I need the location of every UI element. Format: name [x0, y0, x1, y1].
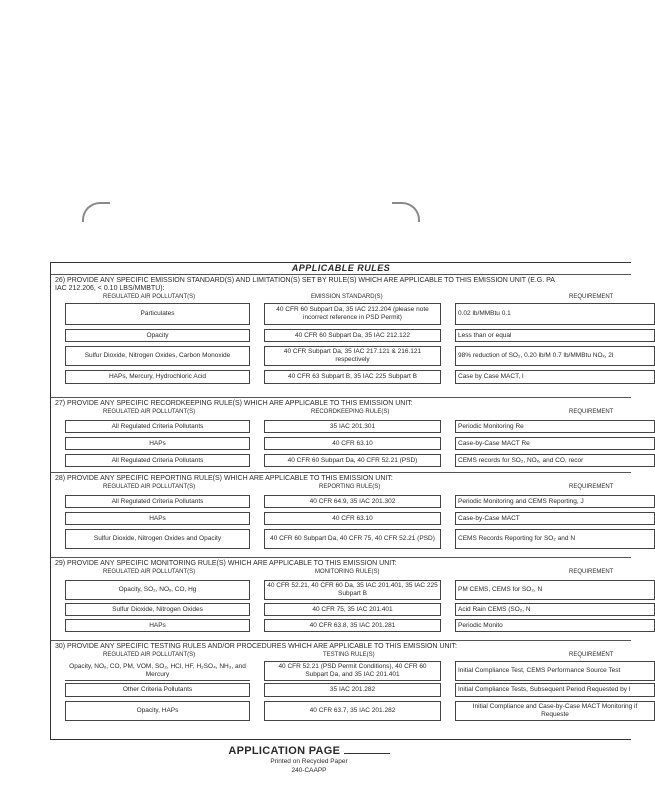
- pollutant-cell: Sulfur Dioxide, Nitrogen Oxides, Carbon Monoxide: [65, 346, 250, 366]
- header-rule: TESTING RULE(S): [323, 652, 375, 658]
- requirement-cell: CEMS Records Reporting for SO₂ and N: [455, 529, 655, 549]
- pollutant-cell: Sulfur Dioxide, Nitrogen Oxides and Opacity: [65, 529, 250, 549]
- table-row: [51, 454, 631, 467]
- header-requirement: REQUIREMENT: [569, 484, 614, 490]
- pollutant-cell: All Regulated Criteria Pollutants: [65, 420, 250, 433]
- table-row: [51, 495, 631, 508]
- pollutant-cell: HAPs, Mercury, Hydrochloric Acid: [65, 370, 250, 384]
- section-recordkeeping: [51, 398, 631, 473]
- column-headers: [51, 408, 631, 416]
- rule-cell: 40 CFR 60 Subpart Da, 40 CFR 52.21 (PSD): [264, 454, 441, 467]
- requirement-cell: Case by Case MACT, I: [455, 370, 655, 384]
- pollutant-cell: All Regulated Criteria Pollutants: [65, 495, 250, 508]
- rule-cell: 40 CFR 63.8, 35 IAC 201.281: [264, 619, 441, 632]
- header-pollutant: REGULATED AIR POLLUTANT(S): [103, 294, 196, 300]
- table-row: [51, 437, 631, 450]
- rule-cell: 40 CFR 60 Subpart Da, 35 IAC 212.122: [264, 329, 441, 342]
- requirement-cell: Case-by-Case MACT: [455, 512, 655, 525]
- requirement-cell: Periodic Monitoring Re: [455, 420, 655, 433]
- table-row: [51, 370, 631, 384]
- table-row: [51, 512, 631, 525]
- section-question: 27) PROVIDE ANY SPECIFIC RECORDKEEPING RULE(S) WHICH ARE APPLICABLE TO THIS EMISSION UNIT:: [55, 400, 413, 407]
- pollutant-cell: Opacity, NOₓ, CO, PM, VOM, SO₂, HCl, HF, H₂SO₄, NH₃, and Mercury: [65, 661, 250, 681]
- requirement-cell: Periodic Monito: [455, 619, 655, 632]
- header-requirement: REQUIREMENT: [569, 652, 614, 658]
- section-question-cont: IAC 212.206, < 0.10 LBS/MMBTU):: [55, 285, 165, 292]
- table-row: [51, 580, 631, 600]
- pollutant-cell: HAPs: [65, 437, 250, 450]
- rule-cell: 40 CFR 52.21, 40 CFR 60 Da, 35 IAC 201.401, 35 IAC 225 Subpart B: [264, 580, 441, 600]
- table-row: [51, 683, 631, 697]
- punch-hole-mark-right: [392, 202, 420, 222]
- rule-cell: 40 CFR Subpart Da, 35 IAC 217.121 & 216.121 respectively: [264, 346, 441, 366]
- punch-hole-mark-left: [82, 202, 110, 222]
- rule-cell: 35 IAC 201.301: [264, 420, 441, 433]
- header-rule: RECORDKEEPING RULE(S): [311, 409, 390, 415]
- requirement-cell: Acid Rain CEMS (SO₂, N: [455, 603, 655, 616]
- header-pollutant: REGULATED AIR POLLUTANT(S): [103, 569, 196, 575]
- application-page-footer: [0, 744, 618, 757]
- section-testing: [51, 641, 638, 741]
- table-row: [51, 329, 631, 342]
- section-question: 28) PROVIDE ANY SPECIFIC REPORTING RULE(S) WHICH ARE APPLICABLE TO THIS EMISSION UNIT:: [55, 475, 393, 482]
- form-title: APPLICABLE RULES: [51, 263, 631, 275]
- table-row: [51, 303, 631, 325]
- requirement-cell: Initial Compliance and Case-by-Case MACT Monitoring if Requeste: [455, 701, 655, 721]
- rule-cell: 40 CFR 52.21 (PSD Permit Conditions), 40 CFR 60 Subpart Da, and 35 IAC 201.401: [264, 661, 441, 681]
- rule-cell: 40 CFR 75, 35 IAC 201.401: [264, 603, 441, 616]
- header-requirement: REQUIREMENT: [569, 569, 614, 575]
- requirement-cell: Less than or equal: [455, 329, 655, 342]
- requirement-cell: Periodic Monitoring and CEMS Reporting, J: [455, 495, 655, 508]
- applicable-rules-form: [50, 262, 638, 740]
- pollutant-cell: Opacity, HAPs: [65, 701, 250, 721]
- header-pollutant: REGULATED AIR POLLUTANT(S): [103, 652, 196, 658]
- header-requirement: REQUIREMENT: [569, 294, 614, 300]
- requirement-cell: PM CEMS, CEMS for SO₂, N: [455, 580, 655, 600]
- application-page-label: APPLICATION PAGE: [228, 745, 341, 757]
- section-emission-standards: [51, 275, 631, 398]
- header-rule: MONITORING RULE(S): [315, 569, 380, 575]
- rule-cell: 35 IAC 201.282: [264, 683, 441, 697]
- requirement-cell: 98% reduction of SO₂, 0.20 lb/M 0.7 lb/MMBtu NOₓ, 2l: [455, 346, 655, 366]
- table-row: [51, 529, 631, 549]
- form-number: 240-CAAPP: [291, 767, 327, 774]
- section-monitoring: [51, 558, 631, 641]
- pollutant-cell: HAPs: [65, 512, 250, 525]
- pollutant-cell: All Regulated Criteria Pollutants: [65, 454, 250, 467]
- rule-cell: 40 CFR 63 Subpart B, 35 IAC 225 Subpart B: [264, 370, 441, 384]
- header-pollutant: REGULATED AIR POLLUTANT(S): [103, 484, 196, 490]
- requirement-cell: Initial Compliance Tests, Subsequent Period Requested by I: [455, 683, 655, 697]
- section-question: 30) PROVIDE ANY SPECIFIC TESTING RULES AND/OR PROCEDURES WHICH ARE APPLICABLE TO THIS EMISSION UNIT:: [55, 643, 457, 650]
- header-requirement: REQUIREMENT: [569, 409, 614, 415]
- section-question: 26) PROVIDE ANY SPECIFIC EMISSION STANDARD(S) AND LIMITATION(S) SET BY RULE(S) WHICH ARE APPLICABLE TO THIS EMISSION UNIT (E.G. PA: [55, 277, 555, 284]
- header-rule: EMISSION STANDARD(S): [311, 294, 383, 300]
- rule-cell: 40 CFR 60 Subpart Da, 40 CFR 75, 40 CFR 52.21 (PSD): [264, 529, 441, 549]
- column-headers: [51, 651, 631, 659]
- column-headers: [51, 483, 631, 491]
- table-row: [51, 603, 631, 616]
- requirement-cell: CEMS records for SO₂, NOₓ, and CO, recor: [455, 454, 655, 467]
- rule-cell: 40 CFR 64.9, 35 IAC 201.302: [264, 495, 441, 508]
- pollutant-cell: Particulates: [65, 303, 250, 325]
- table-row: [51, 619, 631, 632]
- rule-cell: 40 CFR 63.10: [264, 437, 441, 450]
- pollutant-cell: Sulfur Dioxide, Nitrogen Oxides: [65, 603, 250, 616]
- pollutant-cell: Opacity, SO₂, NOₓ, CO, Hg: [65, 580, 250, 600]
- section-reporting: [51, 473, 631, 558]
- rule-cell: 40 CFR 60 Subpart Da, 35 IAC 212.204 (please note incorrect reference in PSD Permit): [264, 303, 441, 325]
- pollutant-cell: HAPs: [65, 619, 250, 632]
- table-row: [51, 701, 638, 721]
- table-row: [51, 346, 631, 366]
- requirement-cell: Case-by-Case MACT Re: [455, 437, 655, 450]
- rule-cell: 40 CFR 63.7, 35 IAC 201.282: [264, 701, 441, 721]
- column-headers: [51, 568, 631, 576]
- section-question: 29) PROVIDE ANY SPECIFIC MONITORING RULE(S) WHICH ARE APPLICABLE TO THIS EMISSION UNIT:: [55, 560, 397, 567]
- column-headers: [51, 293, 631, 301]
- pollutant-cell: Opacity: [65, 329, 250, 342]
- pollutant-cell: Other Criteria Pollutants: [65, 683, 250, 697]
- header-pollutant: REGULATED AIR POLLUTANT(S): [103, 409, 196, 415]
- table-row: [51, 420, 631, 433]
- page-number-blank: [344, 744, 390, 754]
- requirement-cell: Initial Compliance Test, CEMS Performance Source Test: [455, 661, 655, 681]
- rule-cell: 40 CFR 63.10: [264, 512, 441, 525]
- table-row: [51, 661, 631, 681]
- header-rule: REPORTING RULE(S): [319, 484, 381, 490]
- recycled-paper-note: Printed on Recycled Paper: [270, 758, 348, 765]
- requirement-cell: 0.02 lb/MMBtu 0.1: [455, 303, 655, 325]
